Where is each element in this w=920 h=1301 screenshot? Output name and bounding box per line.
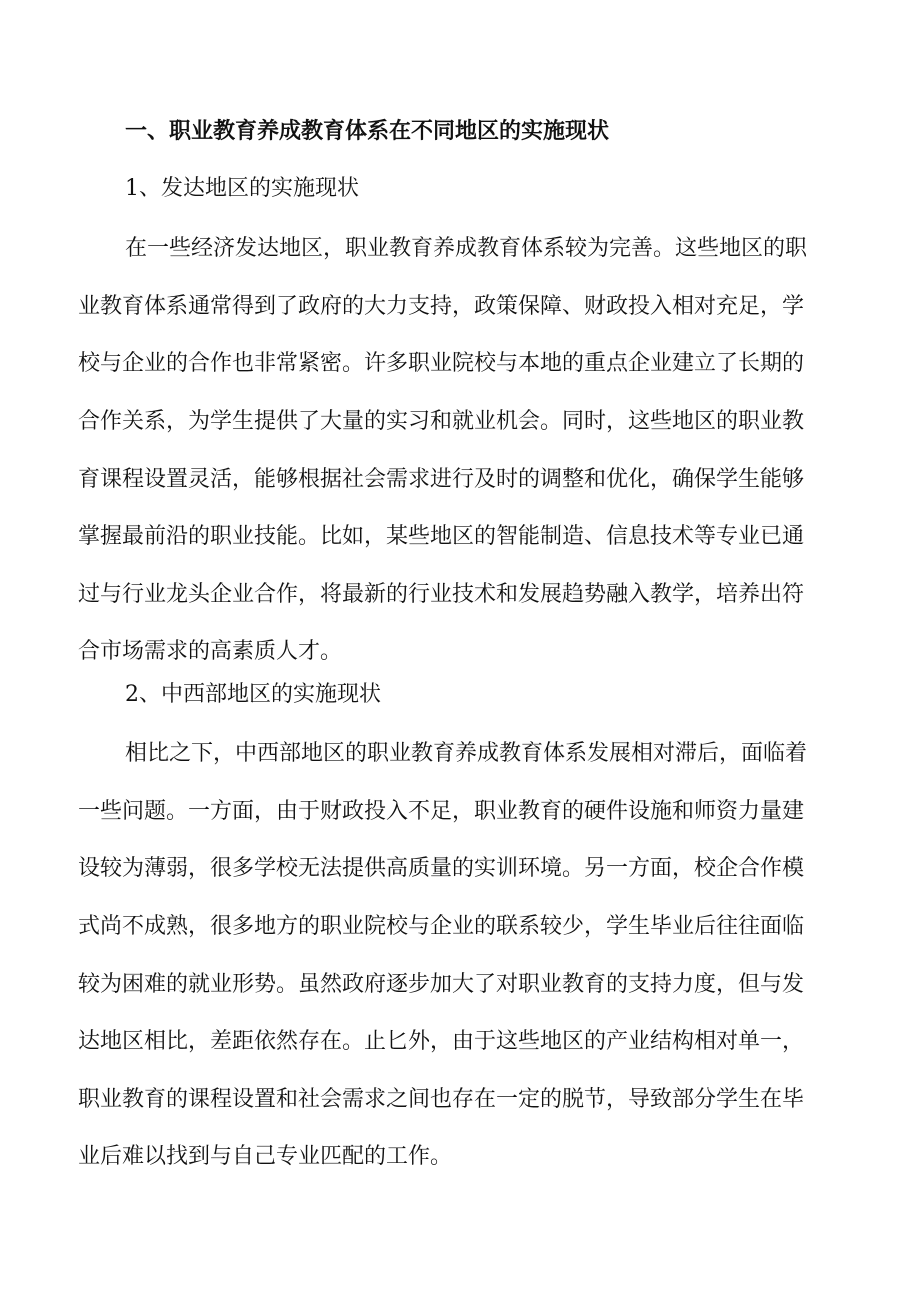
- section2-line: 业后难以找到与自己专业匹配的工作。: [78, 1144, 453, 1169]
- main-heading: 一、职业教育养成教育体系在不同地区的实施现状: [125, 118, 610, 144]
- section2-line: 式尚不成熟，很多地方的职业院校与企业的联系较少，学生毕业后往往面临: [78, 914, 805, 939]
- section2-line: 达地区相比，差距依然存在。止匕外，由于这些地区的产业结构相对单一，: [78, 1029, 805, 1054]
- section2-line: 一些问题。一方面，由于财政投入不足，职业教育的硬件设施和师资力量建: [78, 799, 805, 824]
- section1-line: 合作关系，为学生提供了大量的实习和就业机会。同时，这些地区的职业教: [78, 409, 805, 434]
- section1-heading: 1、发达地区的实施现状: [125, 176, 359, 201]
- section1-line: 校与企业的合作也非常紧密。许多职业院校与本地的重点企业建立了长期的: [78, 351, 805, 376]
- section1-line: 育课程设置灵活，能够根据社会需求进行及时的调整和优化，确保学生能够: [78, 467, 805, 492]
- section2-heading: 2、中西部地区的实施现状: [125, 682, 381, 707]
- section2-line: 相比之下，中西部地区的职业教育养成教育体系发展相对滞后，面临着: [125, 741, 808, 766]
- section2-line: 设较为薄弱，很多学校无法提供高质量的实训环境。另一方面，校企合作模: [78, 856, 805, 881]
- section1-line: 过与行业龙头企业合作，将最新的行业技术和发展趋势融入教学，培养出符: [78, 582, 805, 607]
- section2-line: 较为困难的就业形势。虽然政府逐步加大了对职业教育的支持力度，但与发: [78, 972, 805, 997]
- section1-line: 在一些经济发达地区，职业教育养成教育体系较为完善。这些地区的职: [125, 236, 808, 261]
- section2-line: 职业教育的课程设置和社会需求之间也存在一定的脱节，导致部分学生在毕: [78, 1087, 805, 1112]
- section1-line: 合市场需求的高素质人才。: [78, 639, 343, 664]
- section1-line: 掌握最前沿的职业技能。比如，某些地区的智能制造、信息技术等专业已通: [78, 524, 805, 549]
- section1-line: 业教育体系通常得到了政府的大力支持，政策保障、财政投入相对充足，学: [78, 294, 805, 319]
